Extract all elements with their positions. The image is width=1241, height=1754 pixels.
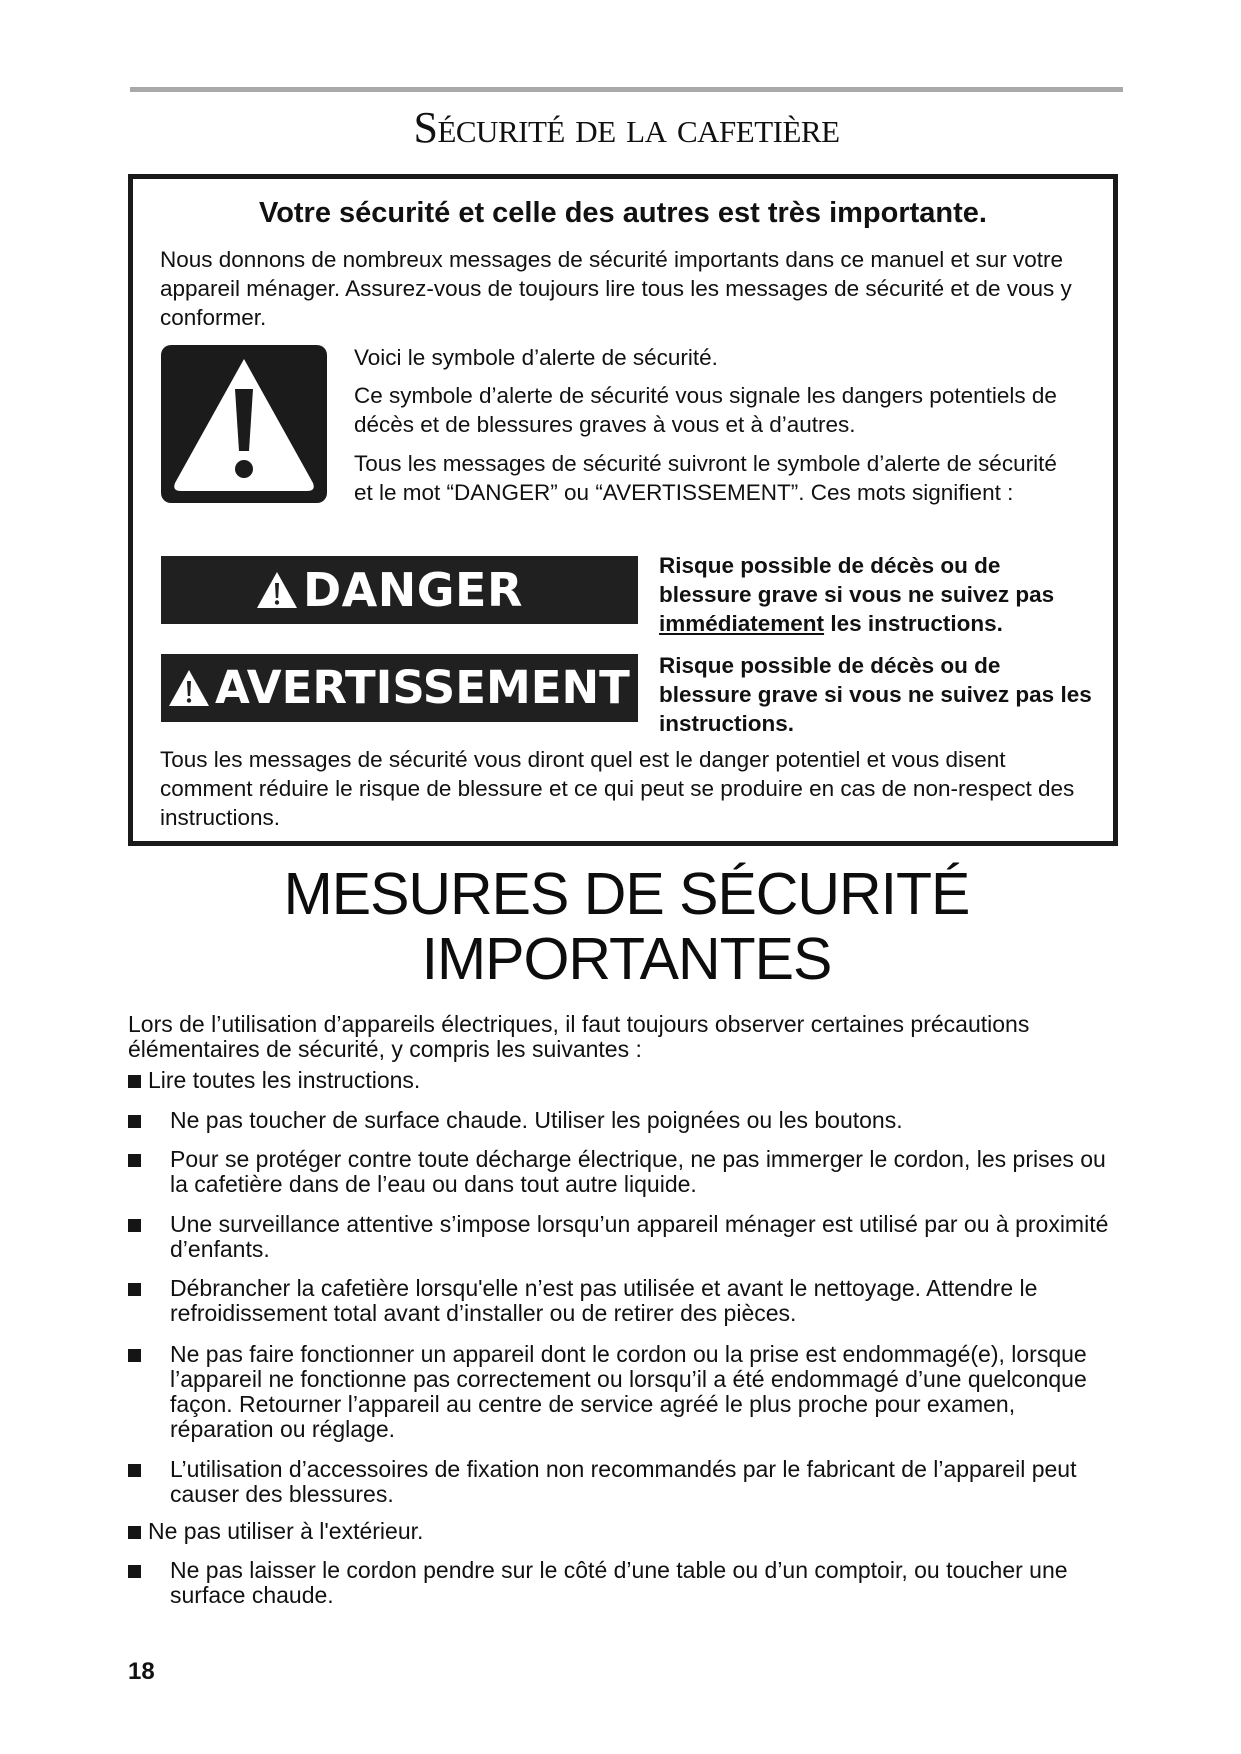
warning-triangle-icon: [255, 570, 299, 610]
safety-outro: Tous les messages de sécurité vous diront quel est le danger potentiel et vous disent comment réduire le risque de blessure et ce qui peut se produire en cas de non-respect des instructions.: [160, 747, 1075, 830]
square-bullet-icon: [128, 1115, 141, 1128]
top-divider: [130, 87, 1123, 92]
main-title-line-1: MESURES DE SÉCURITÉ: [283, 861, 970, 927]
section-title: Sécurité de la cafetière: [413, 103, 840, 152]
page-number: 18: [128, 1658, 155, 1685]
symbol-description: Voici le symbole d’alerte de sécurité.: [354, 345, 718, 370]
danger-desc-end: les instructions.: [830, 611, 1003, 636]
square-bullet-icon: [128, 1526, 141, 1539]
warning-description: Risque possible de décès ou de blessure grave si vous ne suivez pas les instructions.: [659, 653, 1092, 736]
square-bullet-icon: [128, 1283, 141, 1296]
signal-words-intro: Tous les messages de sécurité suivront le symbole d’alerte de sécurité et le mot “DANGER” ou “AVERTISSEMENT”. Ces mots signifient :: [354, 451, 1057, 505]
danger-desc-emphasis: immédiatement: [659, 611, 825, 636]
main-title: [130, 862, 1123, 992]
safety-intro: Nous donnons de nombreux messages de sécurité importants dans ce manuel et sur votre appareil ménager. Assurez-vous de toujours lire tous les messages de sécurité et de vous y conformer.: [160, 247, 1072, 330]
danger-desc-text: Risque possible de décès ou de blessure grave si vous ne suivez pas: [659, 553, 1055, 607]
symbol-meaning: Ce symbole d’alerte de sécurité vous signale les dangers potentiels de décès et de blessures graves à vous et à d’autres.: [354, 383, 1057, 437]
square-bullet-icon: [128, 1349, 141, 1362]
square-bullet-icon: [128, 1464, 141, 1477]
square-bullet-icon: [128, 1219, 141, 1232]
warning-label: [161, 654, 638, 722]
safety-notice-box: [128, 174, 1118, 846]
precautions-intro: Lors de l’utilisation d’appareils électriques, il faut toujours observer certaines précautions élémentaires de sécurité, y compris les suivantes :: [128, 1011, 1030, 1062]
safety-box-heading: Votre sécurité et celle des autres est très importante.: [259, 197, 987, 229]
danger-word: DANGER: [303, 563, 523, 617]
danger-label: [161, 556, 638, 624]
manual-page: Sécurité de la cafetière Votre sécurité et celle des autres est très importante. Nous donnons de nombreux messages de sécurité importants dans ce manuel et sur votre appareil ménager. Assurez-vous de toujours lire tous les messages de sécurité et de vous y conformer. Voici le symbole d’alerte de sécurité. Ce symbole d’alerte de sécurité vous signale les dangers potentiels de décès et de blessures graves à vous et à d’autres. Tous les messages de sécurité suivront le symbole d’alerte de sécurité et le mot “DANGER” ou “AVERTISSEMENT”. Ces mots signifient : DANGER Risque possible de décès ou de blessure grave si vous ne suivez pas immédiatement les instructions. AVERTISSEMENT Risque possible de décès ou de blessure grave si vous ne suivez pas les instructions. Tous les messages de sécurité vous diront quel est le danger potentiel et vous disent comment réduire le risque de blessure et ce qui peut se produire en cas de non-respect des instructions. MESURES DE SÉCURITÉ IMPORTANTES Lors de l’utilisation d’appareils électriques, il faut toujours observer certaines précautions élémentaires de sécurité, y compris les suivantes : Lire toutes les instructions. Ne pas toucher de surface chaude. Utiliser les poignées ou les boutons. Pour se protéger contre toute décharge électrique, ne pas immerger le cordon, les prises ou la cafetière dans de l’eau ou dans tout autre liquide. Une surveillance attentive s’impose lorsqu’un appareil ménager est utilisé par ou à proximité d’enfants. Débrancher la cafetière lorsqu'elle n’est pas utilisée et avant le nettoyage. Attendre le refroidissement total avant d’installer ou de retirer des pièces. Ne pas faire fonctionner un appareil dont le cordon ou la prise est endommagé(e), lorsque l’appareil ne fonctionne pas correctement ou lorsqu’il a été endommagé d’une quelconque façon. Retourner l’appareil au centre de service agréé le plus proche pour examen, réparation ou réglage. L’utilisation d’accessoires de fixation non recommandés par le fabricant de l’appareil peut causer des blessures. Ne pas utiliser à l'extérieur. Ne pas laisser le cordon pendre sur le côté d’une table ou d’un comptoir, ou toucher une surface chaude. 18: [0, 0, 1241, 1754]
main-title-line-2: IMPORTANTES: [421, 926, 832, 992]
warning-word: AVERTISSEMENT: [215, 661, 630, 714]
square-bullet-icon: [128, 1154, 141, 1167]
warning-triangle-icon: [161, 345, 327, 503]
danger-description: [659, 551, 1099, 638]
square-bullet-icon: [128, 1075, 141, 1088]
square-bullet-icon: [128, 1565, 141, 1578]
warning-triangle-icon: [167, 668, 211, 708]
